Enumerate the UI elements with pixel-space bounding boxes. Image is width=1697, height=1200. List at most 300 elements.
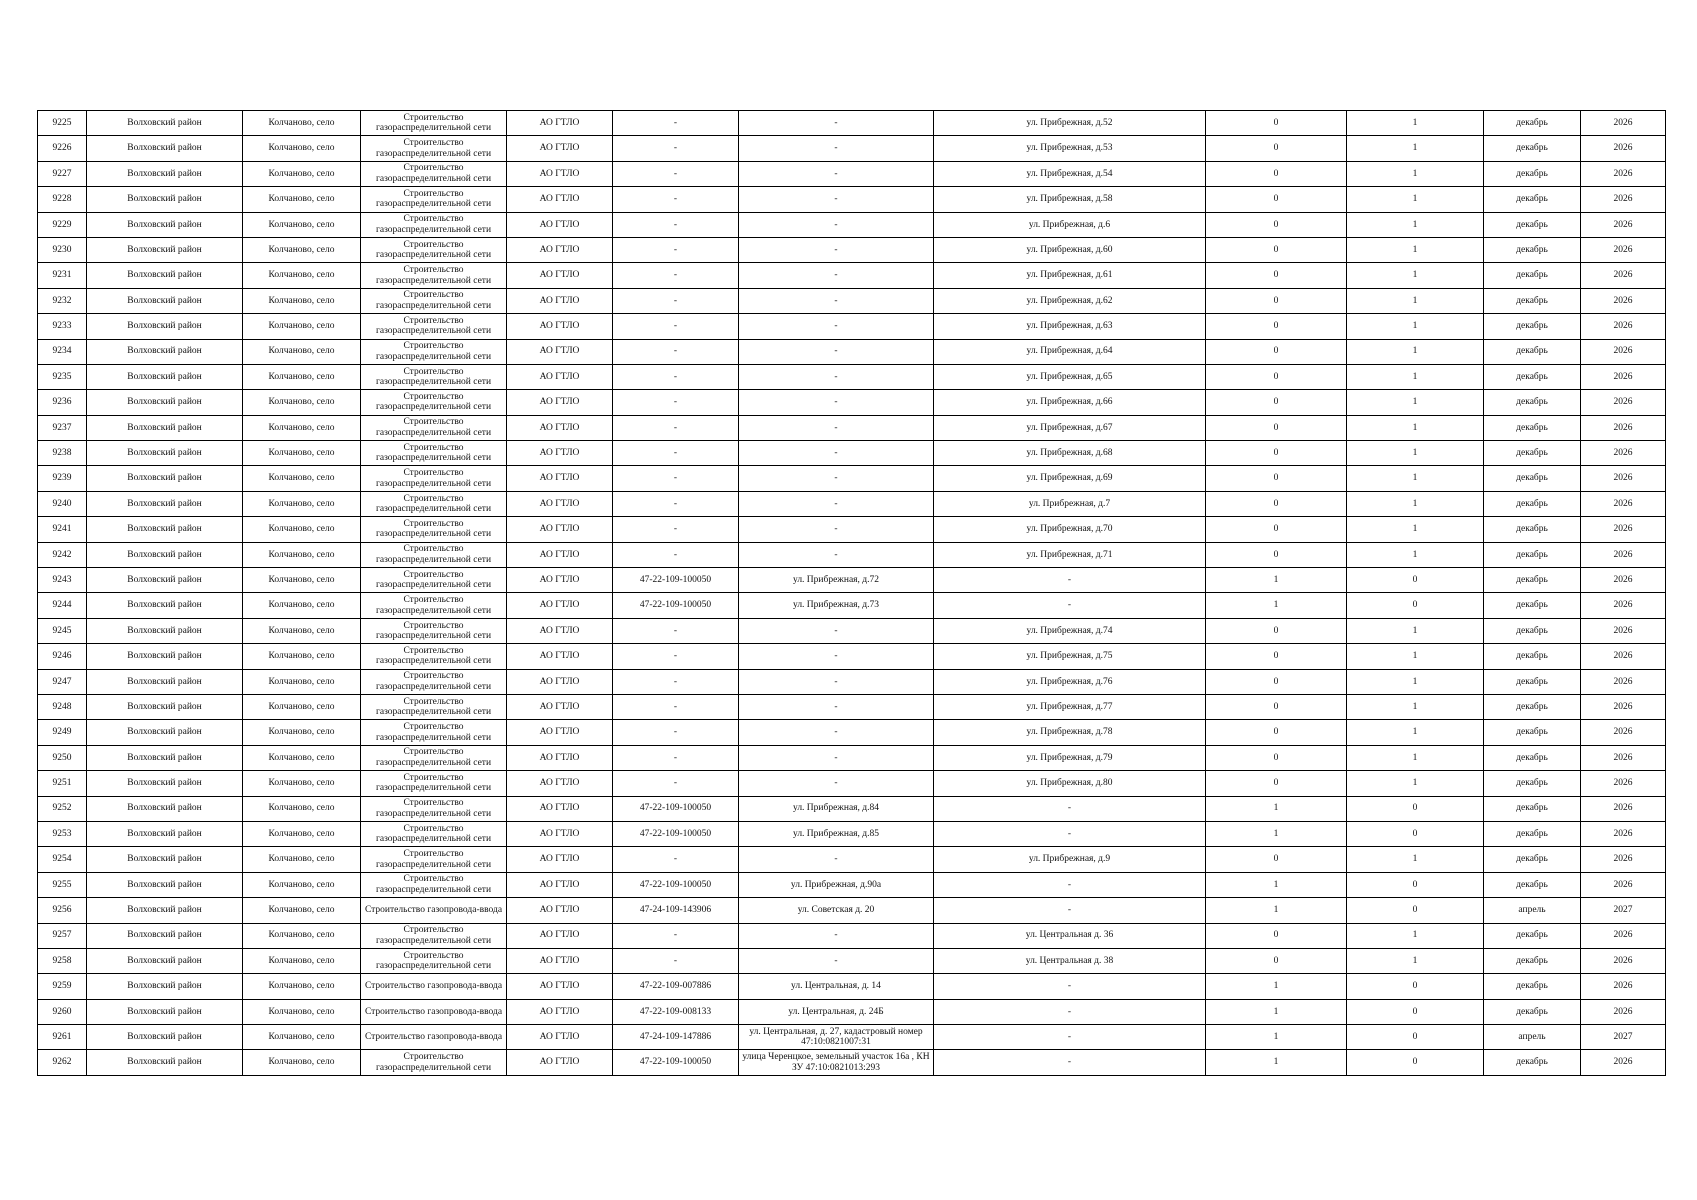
application-number-cell: - <box>613 847 739 872</box>
table-row <box>38 517 1666 542</box>
work-type-cell: Строительство газораспределительной сети <box>361 872 507 897</box>
organization-cell: АО ГТЛО <box>507 466 613 491</box>
row-number-cell: 9232 <box>38 288 87 313</box>
table-body <box>38 111 1666 1076</box>
application-number-cell: 47-24-109-143906 <box>613 898 739 923</box>
object-address-cell: - <box>739 618 934 643</box>
work-type-cell: Строительство газораспределительной сети <box>361 593 507 618</box>
row-number-cell: 9240 <box>38 491 87 516</box>
row-number-cell: 9255 <box>38 872 87 897</box>
application-number-cell: - <box>613 694 739 719</box>
table-row <box>38 948 1666 973</box>
district-cell: Волховский район <box>87 771 243 796</box>
district-cell: Волховский район <box>87 644 243 669</box>
work-type-cell: Строительство газораспределительной сети <box>361 618 507 643</box>
work-type-cell: Строительство газораспределительной сети <box>361 111 507 136</box>
district-cell: Волховский район <box>87 136 243 161</box>
settlement-cell: Колчаново, село <box>243 390 361 415</box>
data-table <box>37 110 1666 1076</box>
application-number-cell: - <box>613 923 739 948</box>
year-cell: 2026 <box>1581 745 1666 770</box>
table-row <box>38 745 1666 770</box>
organization-cell: АО ГТЛО <box>507 263 613 288</box>
count-b-cell: 1 <box>1347 288 1484 313</box>
settlement-cell: Колчаново, село <box>243 568 361 593</box>
settlement-cell: Колчаново, село <box>243 771 361 796</box>
count-b-cell: 1 <box>1347 466 1484 491</box>
object-address-cell: - <box>739 364 934 389</box>
district-cell: Волховский район <box>87 466 243 491</box>
alt-address-cell: ул. Прибрежная, д.61 <box>934 263 1206 288</box>
year-cell: 2026 <box>1581 187 1666 212</box>
application-number-cell: - <box>613 161 739 186</box>
object-address-cell: - <box>739 847 934 872</box>
count-a-cell: 1 <box>1206 593 1347 618</box>
count-b-cell: 1 <box>1347 847 1484 872</box>
organization-cell: АО ГТЛО <box>507 948 613 973</box>
settlement-cell: Колчаново, село <box>243 694 361 719</box>
application-number-cell: 47-22-109-100050 <box>613 568 739 593</box>
year-cell: 2026 <box>1581 111 1666 136</box>
month-cell: декабрь <box>1484 745 1581 770</box>
alt-address-cell: ул. Прибрежная, д.74 <box>934 618 1206 643</box>
year-cell: 2026 <box>1581 644 1666 669</box>
count-a-cell: 0 <box>1206 136 1347 161</box>
application-number-cell: - <box>613 136 739 161</box>
settlement-cell: Колчаново, село <box>243 720 361 745</box>
alt-address-cell: ул. Прибрежная, д.67 <box>934 415 1206 440</box>
district-cell: Волховский район <box>87 974 243 999</box>
application-number-cell: - <box>613 441 739 466</box>
work-type-cell: Строительство газораспределительной сети <box>361 796 507 821</box>
work-type-cell: Строительство газораспределительной сети <box>361 161 507 186</box>
work-type-cell: Строительство газораспределительной сети <box>361 441 507 466</box>
month-cell: декабрь <box>1484 872 1581 897</box>
work-type-cell: Строительство газопровода-ввода <box>361 974 507 999</box>
settlement-cell: Колчаново, село <box>243 821 361 846</box>
application-number-cell: - <box>613 948 739 973</box>
count-a-cell: 0 <box>1206 745 1347 770</box>
month-cell: декабрь <box>1484 796 1581 821</box>
district-cell: Волховский район <box>87 415 243 440</box>
year-cell: 2026 <box>1581 441 1666 466</box>
count-a-cell: 0 <box>1206 111 1347 136</box>
alt-address-cell: ул. Прибрежная, д.77 <box>934 694 1206 719</box>
count-a-cell: 0 <box>1206 339 1347 364</box>
work-type-cell: Строительство газораспределительной сети <box>361 339 507 364</box>
object-address-cell: - <box>739 415 934 440</box>
year-cell: 2026 <box>1581 796 1666 821</box>
month-cell: декабрь <box>1484 237 1581 262</box>
application-number-cell: - <box>613 237 739 262</box>
table-row <box>38 1050 1666 1075</box>
alt-address-cell: ул. Центральная д. 36 <box>934 923 1206 948</box>
alt-address-cell: ул. Прибрежная, д.68 <box>934 441 1206 466</box>
count-b-cell: 0 <box>1347 593 1484 618</box>
table-row <box>38 898 1666 923</box>
year-cell: 2026 <box>1581 263 1666 288</box>
year-cell: 2026 <box>1581 694 1666 719</box>
count-a-cell: 0 <box>1206 720 1347 745</box>
district-cell: Волховский район <box>87 720 243 745</box>
alt-address-cell: ул. Прибрежная, д.7 <box>934 491 1206 516</box>
row-number-cell: 9231 <box>38 263 87 288</box>
settlement-cell: Колчаново, село <box>243 314 361 339</box>
application-number-cell: - <box>613 415 739 440</box>
alt-address-cell: - <box>934 898 1206 923</box>
settlement-cell: Колчаново, село <box>243 1050 361 1075</box>
month-cell: декабрь <box>1484 948 1581 973</box>
application-number-cell: - <box>613 187 739 212</box>
organization-cell: АО ГТЛО <box>507 390 613 415</box>
object-address-cell: ул. Прибрежная, д.84 <box>739 796 934 821</box>
settlement-cell: Колчаново, село <box>243 288 361 313</box>
row-number-cell: 9235 <box>38 364 87 389</box>
alt-address-cell: ул. Прибрежная, д.58 <box>934 187 1206 212</box>
count-a-cell: 0 <box>1206 212 1347 237</box>
object-address-cell: - <box>739 745 934 770</box>
organization-cell: АО ГТЛО <box>507 288 613 313</box>
count-b-cell: 1 <box>1347 390 1484 415</box>
count-b-cell: 1 <box>1347 441 1484 466</box>
settlement-cell: Колчаново, село <box>243 517 361 542</box>
month-cell: декабрь <box>1484 415 1581 440</box>
object-address-cell: ул. Прибрежная, д.72 <box>739 568 934 593</box>
application-number-cell: - <box>613 288 739 313</box>
count-a-cell: 0 <box>1206 694 1347 719</box>
work-type-cell: Строительство газораспределительной сети <box>361 390 507 415</box>
count-a-cell: 1 <box>1206 999 1347 1024</box>
work-type-cell: Строительство газораспределительной сети <box>361 491 507 516</box>
count-a-cell: 0 <box>1206 364 1347 389</box>
year-cell: 2026 <box>1581 415 1666 440</box>
alt-address-cell: ул. Прибрежная, д.69 <box>934 466 1206 491</box>
row-number-cell: 9260 <box>38 999 87 1024</box>
settlement-cell: Колчаново, село <box>243 364 361 389</box>
work-type-cell: Строительство газораспределительной сети <box>361 263 507 288</box>
application-number-cell: - <box>613 491 739 516</box>
object-address-cell: ул. Центральная, д. 24Б <box>739 999 934 1024</box>
application-number-cell: - <box>613 745 739 770</box>
work-type-cell: Строительство газопровода-ввода <box>361 898 507 923</box>
count-b-cell: 1 <box>1347 542 1484 567</box>
count-b-cell: 0 <box>1347 999 1484 1024</box>
count-b-cell: 1 <box>1347 517 1484 542</box>
table-row <box>38 415 1666 440</box>
count-a-cell: 0 <box>1206 187 1347 212</box>
organization-cell: АО ГТЛО <box>507 847 613 872</box>
organization-cell: АО ГТЛО <box>507 517 613 542</box>
organization-cell: АО ГТЛО <box>507 187 613 212</box>
alt-address-cell: ул. Прибрежная, д.71 <box>934 542 1206 567</box>
count-a-cell: 0 <box>1206 415 1347 440</box>
count-a-cell: 0 <box>1206 644 1347 669</box>
table-row <box>38 694 1666 719</box>
table-row <box>38 618 1666 643</box>
alt-address-cell: ул. Прибрежная, д.62 <box>934 288 1206 313</box>
district-cell: Волховский район <box>87 618 243 643</box>
month-cell: декабрь <box>1484 644 1581 669</box>
district-cell: Волховский район <box>87 1050 243 1075</box>
work-type-cell: Строительство газопровода-ввода <box>361 1025 507 1050</box>
month-cell: декабрь <box>1484 771 1581 796</box>
organization-cell: АО ГТЛО <box>507 314 613 339</box>
year-cell: 2026 <box>1581 669 1666 694</box>
organization-cell: АО ГТЛО <box>507 237 613 262</box>
table-row <box>38 390 1666 415</box>
work-type-cell: Строительство газораспределительной сети <box>361 669 507 694</box>
alt-address-cell: ул. Прибрежная, д.70 <box>934 517 1206 542</box>
organization-cell: АО ГТЛО <box>507 872 613 897</box>
table-row <box>38 669 1666 694</box>
count-a-cell: 0 <box>1206 542 1347 567</box>
object-address-cell: ул. Центральная, д. 27, кадастровый номер 47:10:0821007:31 <box>739 1025 934 1050</box>
alt-address-cell: ул. Прибрежная, д.76 <box>934 669 1206 694</box>
count-a-cell: 1 <box>1206 796 1347 821</box>
object-address-cell: - <box>739 720 934 745</box>
work-type-cell: Строительство газораспределительной сети <box>361 720 507 745</box>
count-b-cell: 1 <box>1347 644 1484 669</box>
application-number-cell: 47-22-109-100050 <box>613 872 739 897</box>
alt-address-cell: - <box>934 568 1206 593</box>
district-cell: Волховский район <box>87 847 243 872</box>
year-cell: 2026 <box>1581 491 1666 516</box>
table-row <box>38 339 1666 364</box>
work-type-cell: Строительство газораспределительной сети <box>361 364 507 389</box>
object-address-cell: - <box>739 466 934 491</box>
year-cell: 2026 <box>1581 1050 1666 1075</box>
alt-address-cell: - <box>934 999 1206 1024</box>
row-number-cell: 9246 <box>38 644 87 669</box>
object-address-cell: - <box>739 669 934 694</box>
month-cell: декабрь <box>1484 288 1581 313</box>
district-cell: Волховский район <box>87 542 243 567</box>
settlement-cell: Колчаново, село <box>243 644 361 669</box>
table-row <box>38 593 1666 618</box>
settlement-cell: Колчаново, село <box>243 999 361 1024</box>
year-cell: 2026 <box>1581 999 1666 1024</box>
count-b-cell: 0 <box>1347 1025 1484 1050</box>
organization-cell: АО ГТЛО <box>507 898 613 923</box>
object-address-cell: ул. Советская д. 20 <box>739 898 934 923</box>
year-cell: 2026 <box>1581 568 1666 593</box>
application-number-cell: - <box>613 364 739 389</box>
application-number-cell: - <box>613 720 739 745</box>
year-cell: 2026 <box>1581 288 1666 313</box>
month-cell: апрель <box>1484 1025 1581 1050</box>
year-cell: 2026 <box>1581 847 1666 872</box>
object-address-cell: - <box>739 517 934 542</box>
alt-address-cell: ул. Прибрежная, д.6 <box>934 212 1206 237</box>
month-cell: декабрь <box>1484 466 1581 491</box>
settlement-cell: Колчаново, село <box>243 415 361 440</box>
settlement-cell: Колчаново, село <box>243 237 361 262</box>
work-type-cell: Строительство газораспределительной сети <box>361 644 507 669</box>
row-number-cell: 9256 <box>38 898 87 923</box>
district-cell: Волховский район <box>87 898 243 923</box>
month-cell: декабрь <box>1484 390 1581 415</box>
row-number-cell: 9227 <box>38 161 87 186</box>
row-number-cell: 9248 <box>38 694 87 719</box>
object-address-cell: - <box>739 771 934 796</box>
alt-address-cell: - <box>934 872 1206 897</box>
organization-cell: АО ГТЛО <box>507 745 613 770</box>
row-number-cell: 9249 <box>38 720 87 745</box>
organization-cell: АО ГТЛО <box>507 111 613 136</box>
table-row <box>38 136 1666 161</box>
organization-cell: АО ГТЛО <box>507 644 613 669</box>
district-cell: Волховский район <box>87 390 243 415</box>
count-b-cell: 1 <box>1347 237 1484 262</box>
work-type-cell: Строительство газораспределительной сети <box>361 923 507 948</box>
district-cell: Волховский район <box>87 364 243 389</box>
row-number-cell: 9234 <box>38 339 87 364</box>
count-a-cell: 1 <box>1206 1050 1347 1075</box>
alt-address-cell: - <box>934 796 1206 821</box>
object-address-cell: - <box>739 263 934 288</box>
table-row <box>38 237 1666 262</box>
alt-address-cell: ул. Прибрежная, д.60 <box>934 237 1206 262</box>
table-row <box>38 999 1666 1024</box>
count-a-cell: 0 <box>1206 314 1347 339</box>
district-cell: Волховский район <box>87 339 243 364</box>
object-address-cell: улица Черенцкое, земельный участок 16а , КН ЗУ 47:10:0821013:293 <box>739 1050 934 1075</box>
count-a-cell: 0 <box>1206 771 1347 796</box>
row-number-cell: 9241 <box>38 517 87 542</box>
count-b-cell: 1 <box>1347 948 1484 973</box>
application-number-cell: 47-24-109-147886 <box>613 1025 739 1050</box>
work-type-cell: Строительство газораспределительной сети <box>361 415 507 440</box>
organization-cell: АО ГТЛО <box>507 821 613 846</box>
count-a-cell: 0 <box>1206 847 1347 872</box>
district-cell: Волховский район <box>87 441 243 466</box>
alt-address-cell: ул. Прибрежная, д.54 <box>934 161 1206 186</box>
settlement-cell: Колчаново, село <box>243 1025 361 1050</box>
month-cell: декабрь <box>1484 364 1581 389</box>
object-address-cell: - <box>739 161 934 186</box>
month-cell: декабрь <box>1484 542 1581 567</box>
district-cell: Волховский район <box>87 237 243 262</box>
count-b-cell: 0 <box>1347 872 1484 897</box>
year-cell: 2026 <box>1581 136 1666 161</box>
count-a-cell: 1 <box>1206 974 1347 999</box>
row-number-cell: 9259 <box>38 974 87 999</box>
count-b-cell: 1 <box>1347 263 1484 288</box>
organization-cell: АО ГТЛО <box>507 1025 613 1050</box>
object-address-cell: - <box>739 948 934 973</box>
alt-address-cell: - <box>934 821 1206 846</box>
organization-cell: АО ГТЛО <box>507 364 613 389</box>
organization-cell: АО ГТЛО <box>507 339 613 364</box>
work-type-cell: Строительство газораспределительной сети <box>361 1050 507 1075</box>
alt-address-cell: ул. Прибрежная, д.80 <box>934 771 1206 796</box>
alt-address-cell: ул. Прибрежная, д.75 <box>934 644 1206 669</box>
year-cell: 2026 <box>1581 923 1666 948</box>
work-type-cell: Строительство газораспределительной сети <box>361 288 507 313</box>
application-number-cell: - <box>613 263 739 288</box>
application-number-cell: - <box>613 212 739 237</box>
year-cell: 2026 <box>1581 593 1666 618</box>
year-cell: 2026 <box>1581 161 1666 186</box>
district-cell: Волховский район <box>87 999 243 1024</box>
settlement-cell: Колчаново, село <box>243 745 361 770</box>
count-b-cell: 1 <box>1347 491 1484 516</box>
organization-cell: АО ГТЛО <box>507 923 613 948</box>
count-a-cell: 1 <box>1206 872 1347 897</box>
year-cell: 2026 <box>1581 542 1666 567</box>
district-cell: Волховский район <box>87 161 243 186</box>
table-row <box>38 111 1666 136</box>
object-address-cell: - <box>739 111 934 136</box>
count-a-cell: 0 <box>1206 948 1347 973</box>
count-b-cell: 1 <box>1347 618 1484 643</box>
work-type-cell: Строительство газораспределительной сети <box>361 745 507 770</box>
table-row <box>38 720 1666 745</box>
settlement-cell: Колчаново, село <box>243 872 361 897</box>
work-type-cell: Строительство газораспределительной сети <box>361 771 507 796</box>
month-cell: декабрь <box>1484 694 1581 719</box>
row-number-cell: 9238 <box>38 441 87 466</box>
count-b-cell: 1 <box>1347 212 1484 237</box>
table-row <box>38 771 1666 796</box>
organization-cell: АО ГТЛО <box>507 568 613 593</box>
settlement-cell: Колчаново, село <box>243 339 361 364</box>
row-number-cell: 9251 <box>38 771 87 796</box>
month-cell: декабрь <box>1484 187 1581 212</box>
work-type-cell: Строительство газораспределительной сети <box>361 694 507 719</box>
organization-cell: АО ГТЛО <box>507 136 613 161</box>
alt-address-cell: - <box>934 1025 1206 1050</box>
object-address-cell: - <box>739 390 934 415</box>
object-address-cell: ул. Центральная, д. 14 <box>739 974 934 999</box>
count-b-cell: 1 <box>1347 669 1484 694</box>
settlement-cell: Колчаново, село <box>243 263 361 288</box>
application-number-cell: - <box>613 669 739 694</box>
year-cell: 2026 <box>1581 364 1666 389</box>
year-cell: 2027 <box>1581 898 1666 923</box>
object-address-cell: - <box>739 314 934 339</box>
row-number-cell: 9236 <box>38 390 87 415</box>
object-address-cell: - <box>739 694 934 719</box>
month-cell: декабрь <box>1484 568 1581 593</box>
table-row <box>38 491 1666 516</box>
settlement-cell: Колчаново, село <box>243 898 361 923</box>
application-number-cell: - <box>613 390 739 415</box>
work-type-cell: Строительство газораспределительной сети <box>361 136 507 161</box>
table-row <box>38 187 1666 212</box>
object-address-cell: ул. Прибрежная, д.73 <box>739 593 934 618</box>
alt-address-cell: ул. Прибрежная, д.79 <box>934 745 1206 770</box>
count-b-cell: 0 <box>1347 796 1484 821</box>
month-cell: декабрь <box>1484 974 1581 999</box>
work-type-cell: Строительство газораспределительной сети <box>361 821 507 846</box>
count-b-cell: 1 <box>1347 187 1484 212</box>
month-cell: декабрь <box>1484 314 1581 339</box>
settlement-cell: Колчаново, село <box>243 593 361 618</box>
year-cell: 2026 <box>1581 720 1666 745</box>
application-number-cell: 47-22-109-100050 <box>613 593 739 618</box>
district-cell: Волховский район <box>87 593 243 618</box>
year-cell: 2026 <box>1581 517 1666 542</box>
work-type-cell: Строительство газораспределительной сети <box>361 542 507 567</box>
settlement-cell: Колчаново, село <box>243 136 361 161</box>
settlement-cell: Колчаново, село <box>243 111 361 136</box>
month-cell: декабрь <box>1484 593 1581 618</box>
settlement-cell: Колчаново, село <box>243 466 361 491</box>
organization-cell: АО ГТЛО <box>507 441 613 466</box>
settlement-cell: Колчаново, село <box>243 974 361 999</box>
district-cell: Волховский район <box>87 111 243 136</box>
